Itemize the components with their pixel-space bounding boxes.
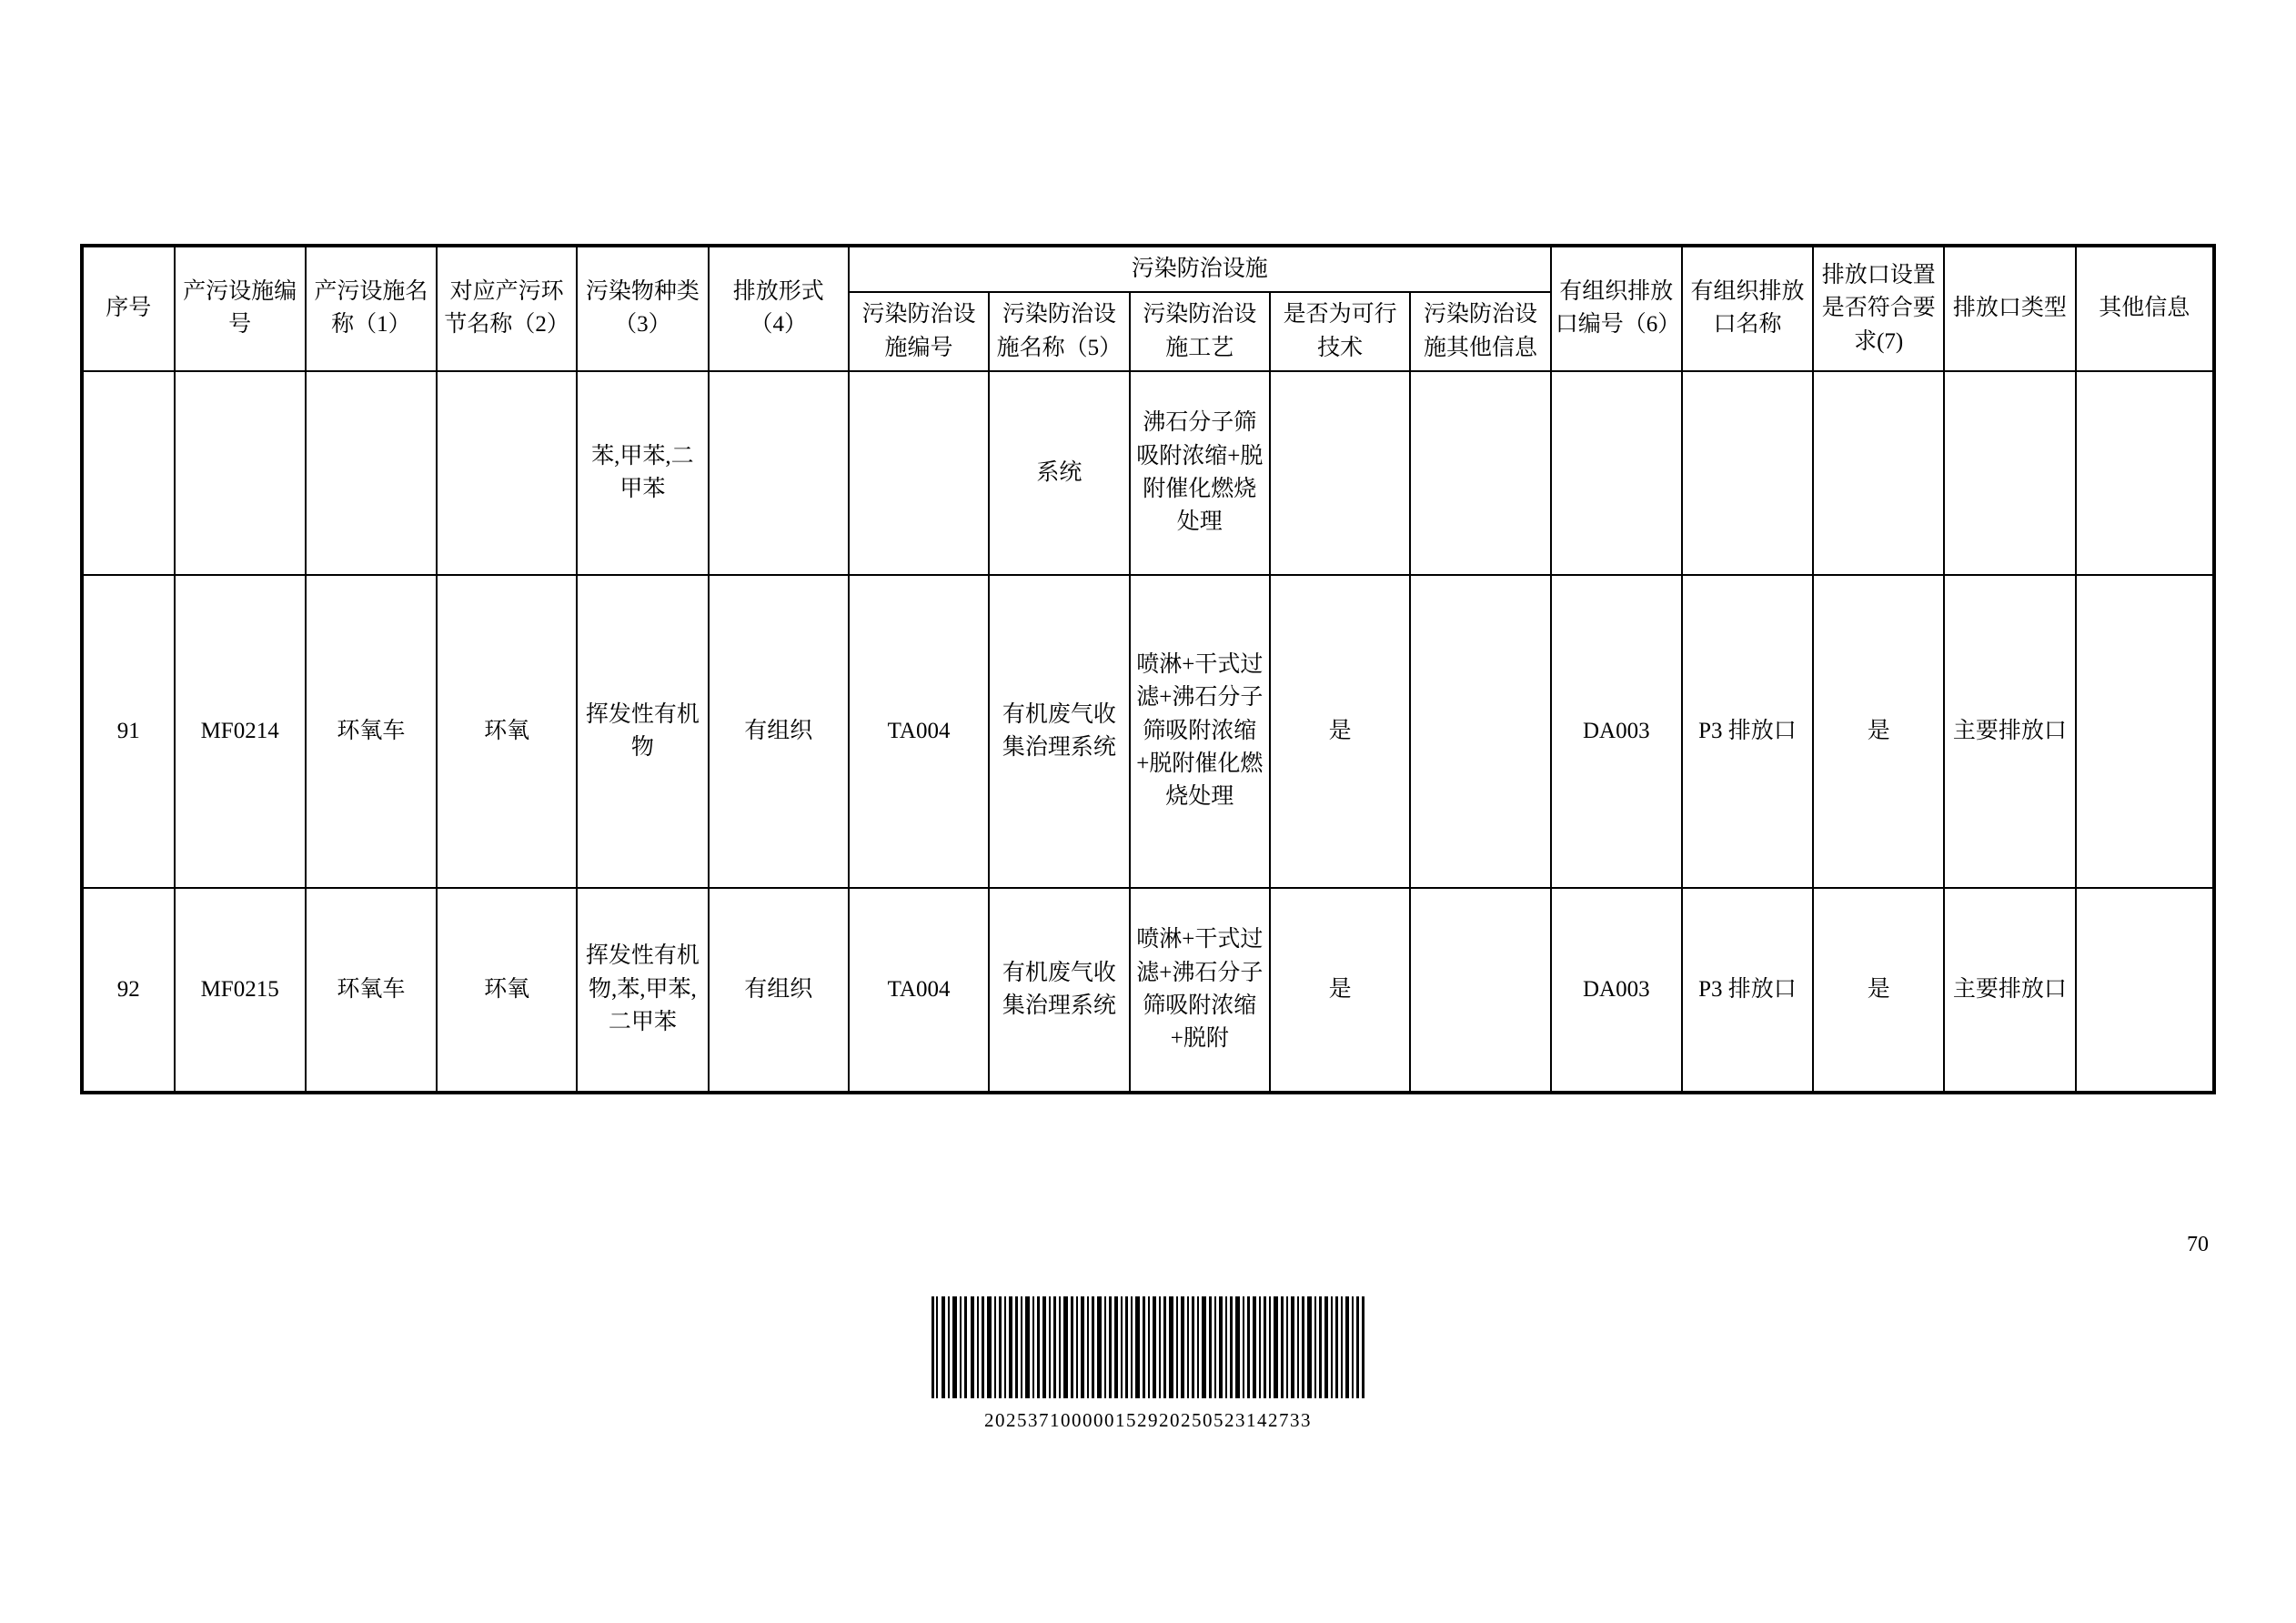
cell-serial-number bbox=[82, 371, 175, 575]
header-process-name: 对应产污环节名称（2） bbox=[437, 246, 577, 371]
barcode-number: 202537100000152920250523142733 bbox=[984, 1409, 1312, 1431]
barcode-image bbox=[930, 1296, 1366, 1398]
header-control-facility-other-info: 污染防治设施其他信息 bbox=[1410, 292, 1550, 371]
cell-control-facility-name: 有机废气收集治理系统 bbox=[989, 575, 1129, 888]
header-other-info: 其他信息 bbox=[2076, 246, 2215, 371]
header-facility-name: 产污设施名称（1） bbox=[306, 246, 437, 371]
cell-other-info bbox=[2076, 888, 2215, 1093]
cell-control-facility-other-info bbox=[1410, 371, 1550, 575]
header-emission-form: 排放形式（4） bbox=[709, 246, 849, 371]
cell-facility-code bbox=[175, 371, 306, 575]
cell-control-facility-name: 系统 bbox=[989, 371, 1129, 575]
cell-facility-code: MF0215 bbox=[175, 888, 306, 1093]
cell-facility-code: MF0214 bbox=[175, 575, 306, 888]
table-header bbox=[82, 246, 2214, 371]
cell-feasible-technology bbox=[1270, 371, 1410, 575]
header-outlet-type: 排放口类型 bbox=[1944, 246, 2075, 371]
header-outlet-code: 有组织排放口编号（6） bbox=[1551, 246, 1682, 371]
cell-outlet-compliance: 是 bbox=[1813, 888, 1944, 1093]
cell-emission-form: 有组织 bbox=[709, 575, 849, 888]
cell-outlet-type: 主要排放口 bbox=[1944, 575, 2075, 888]
cell-serial-number: 92 bbox=[82, 888, 175, 1093]
header-control-facility-code: 污染防治设施编号 bbox=[849, 292, 989, 371]
header-control-facility-group: 污染防治设施 bbox=[849, 246, 1551, 292]
cell-pollutant-type: 苯,甲苯,二甲苯 bbox=[577, 371, 708, 575]
cell-outlet-code: DA003 bbox=[1551, 888, 1682, 1093]
header-pollutant-type: 污染物种类（3） bbox=[577, 246, 708, 371]
cell-other-info bbox=[2076, 371, 2215, 575]
cell-process-name bbox=[437, 371, 577, 575]
cell-outlet-name: P3 排放口 bbox=[1682, 575, 1813, 888]
cell-control-facility-name: 有机废气收集治理系统 bbox=[989, 888, 1129, 1093]
cell-outlet-compliance: 是 bbox=[1813, 575, 1944, 888]
cell-emission-form bbox=[709, 371, 849, 575]
cell-pollutant-type: 挥发性有机物 bbox=[577, 575, 708, 888]
cell-facility-name: 环氧车 bbox=[306, 575, 437, 888]
pollution-facility-table-wrapper bbox=[80, 244, 2216, 1094]
cell-feasible-technology: 是 bbox=[1270, 575, 1410, 888]
cell-control-facility-process: 沸石分子筛吸附浓缩+脱附催化燃烧处理 bbox=[1130, 371, 1270, 575]
cell-control-facility-other-info bbox=[1410, 888, 1550, 1093]
header-control-facility-process: 污染防治设施工艺 bbox=[1130, 292, 1270, 371]
cell-process-name: 环氧 bbox=[437, 888, 577, 1093]
cell-outlet-compliance bbox=[1813, 371, 1944, 575]
cell-emission-form: 有组织 bbox=[709, 888, 849, 1093]
table-row bbox=[82, 371, 2214, 575]
header-outlet-compliance: 排放口设置是否符合要求(7) bbox=[1813, 246, 1944, 371]
cell-outlet-code bbox=[1551, 371, 1682, 575]
cell-control-facility-code bbox=[849, 371, 989, 575]
cell-other-info bbox=[2076, 575, 2215, 888]
cell-outlet-name: P3 排放口 bbox=[1682, 888, 1813, 1093]
cell-outlet-code: DA003 bbox=[1551, 575, 1682, 888]
cell-control-facility-process: 喷淋+干式过滤+沸石分子筛吸附浓缩+脱附催化燃烧处理 bbox=[1130, 575, 1270, 888]
table-row bbox=[82, 575, 2214, 888]
cell-control-facility-process: 喷淋+干式过滤+沸石分子筛吸附浓缩+脱附 bbox=[1130, 888, 1270, 1093]
barcode-area bbox=[0, 1296, 2296, 1432]
header-facility-code: 产污设施编号 bbox=[175, 246, 306, 371]
cell-outlet-type: 主要排放口 bbox=[1944, 888, 2075, 1093]
pollution-facility-table bbox=[80, 244, 2216, 1094]
header-outlet-name: 有组织排放口名称 bbox=[1682, 246, 1813, 371]
header-feasible-technology: 是否为可行技术 bbox=[1270, 292, 1410, 371]
header-control-facility-name: 污染防治设施名称（5） bbox=[989, 292, 1129, 371]
cell-serial-number: 91 bbox=[82, 575, 175, 888]
table-header-row-1 bbox=[82, 246, 2214, 292]
cell-facility-name: 环氧车 bbox=[306, 888, 437, 1093]
cell-feasible-technology: 是 bbox=[1270, 888, 1410, 1093]
cell-pollutant-type: 挥发性有机物,苯,甲苯,二甲苯 bbox=[577, 888, 708, 1093]
cell-control-facility-other-info bbox=[1410, 575, 1550, 888]
table-row bbox=[82, 888, 2214, 1093]
cell-outlet-type bbox=[1944, 371, 2075, 575]
cell-outlet-name bbox=[1682, 371, 1813, 575]
cell-control-facility-code: TA004 bbox=[849, 575, 989, 888]
cell-facility-name bbox=[306, 371, 437, 575]
header-serial-number: 序号 bbox=[82, 246, 175, 371]
page-number: 70 bbox=[2187, 1233, 2209, 1256]
table-body bbox=[82, 371, 2214, 1093]
cell-process-name: 环氧 bbox=[437, 575, 577, 888]
cell-control-facility-code: TA004 bbox=[849, 888, 989, 1093]
